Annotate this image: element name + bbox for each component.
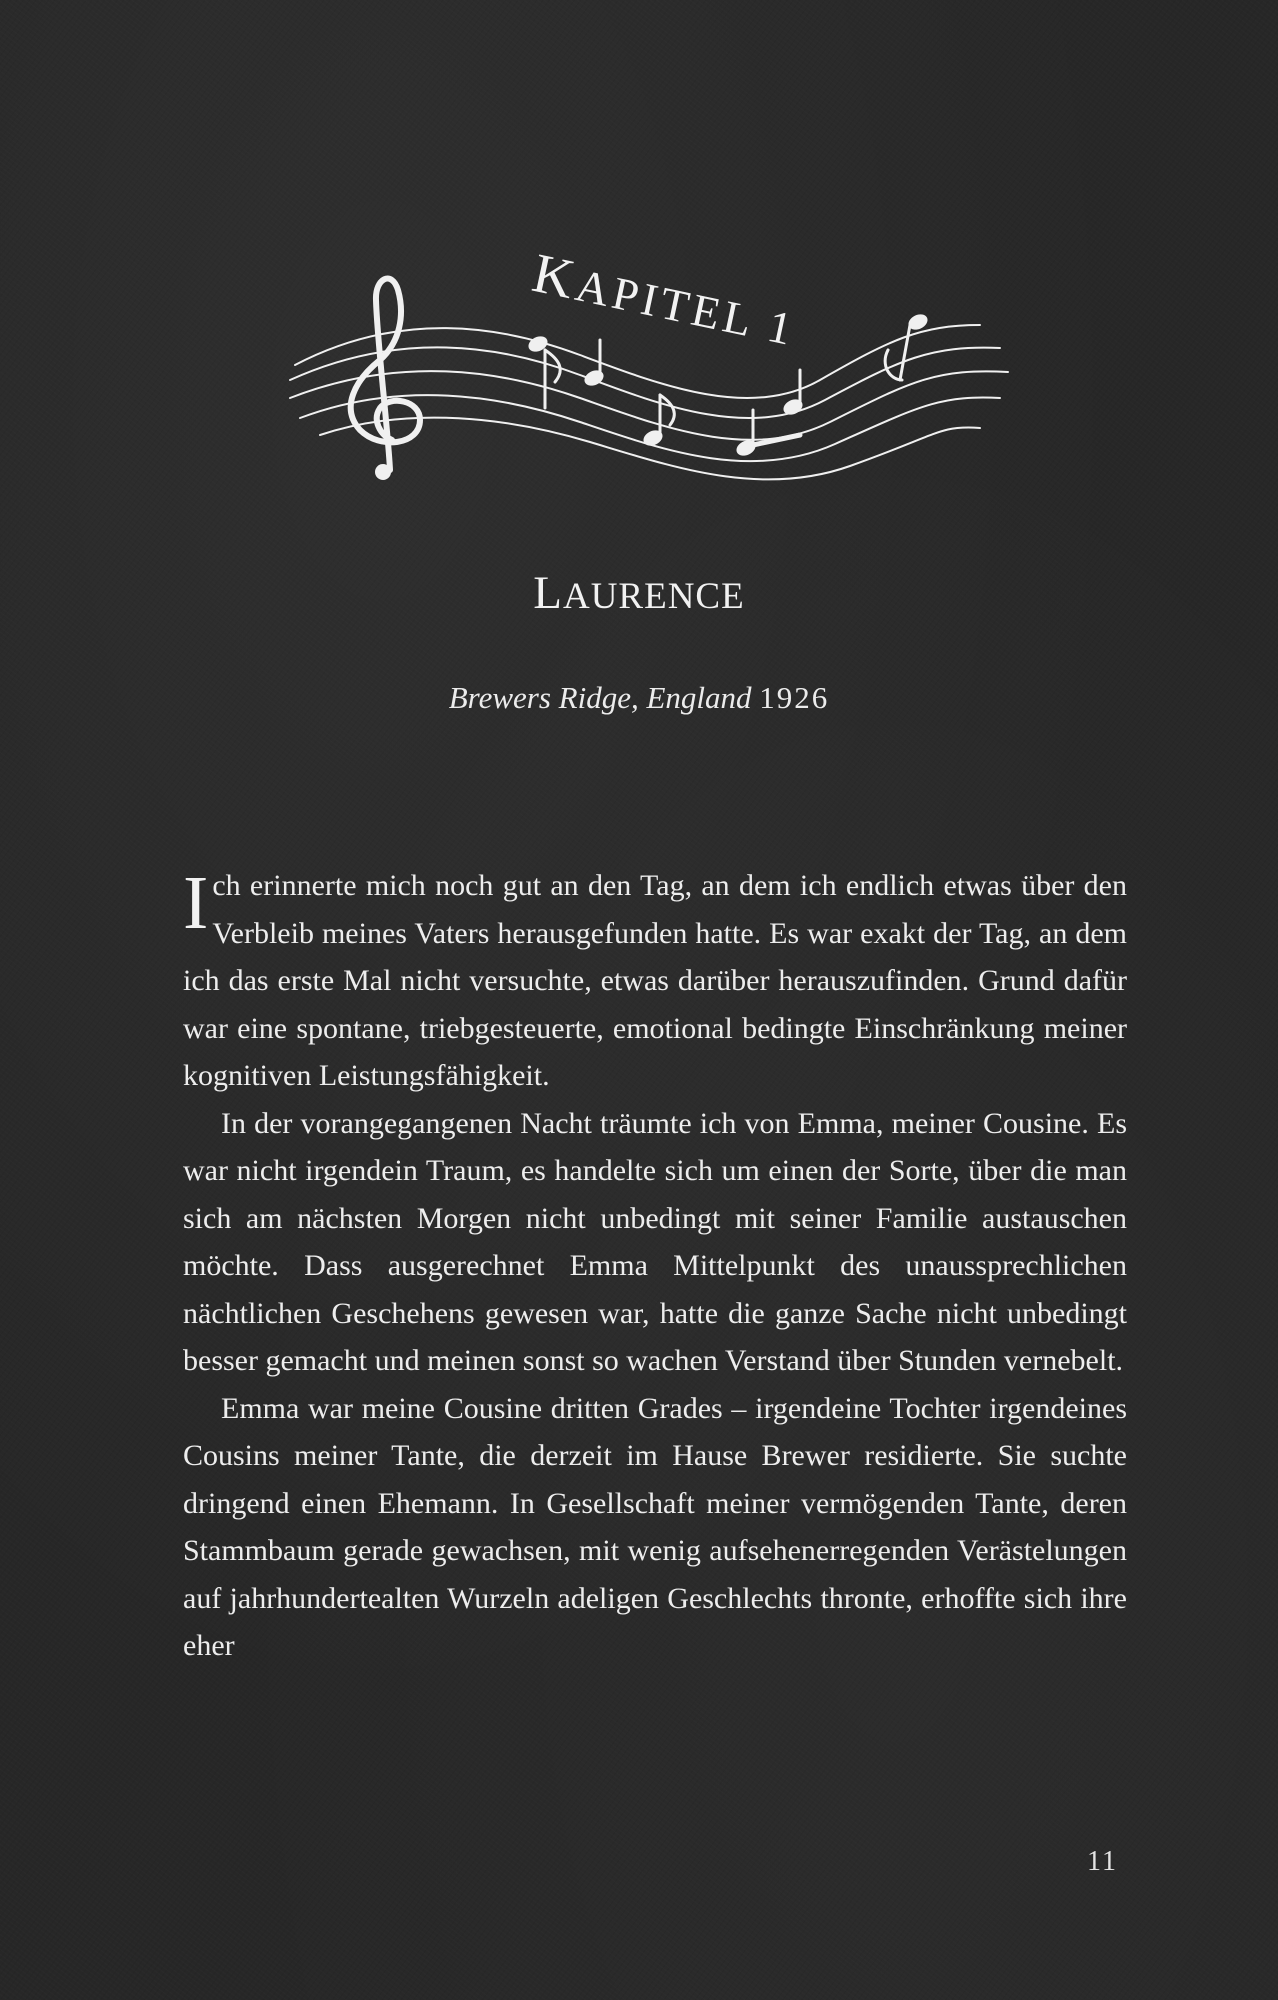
place-and-year <box>0 680 1278 716</box>
character-name-rest: AURENCE <box>562 576 745 617</box>
paragraph-1 <box>183 862 1127 1100</box>
paragraph-1-text: ch erinnerte mich noch gut an den Tag, an dem ich endlich etwas über den Verbleib meines Vaters herausgefunden hatte. Es war exakt der Tag, an dem ich das erste Mal nicht versuchte, etwas darüber herauszufinden. Grund dafür war eine spontane, triebgesteuerte, emotional bedingte Einschränkung meiner kognitiven Leistungsfähigkeit. <box>183 869 1127 1092</box>
character-name-first-letter: L <box>533 567 563 619</box>
drop-cap: I <box>183 861 209 945</box>
place-location: Brewers Ridge, England <box>448 680 752 715</box>
paragraph-3: Emma war meine Cousine dritten Grades – irgendeine Tochter irgendeines Cousins meiner Tante, die derzeit im Hause Brewer residierte. Sie suchte dringend einen Ehemann. In Gesellschaft meiner vermögenden Tante, deren Stammbaum gerade gewachsen, mit wenig aufsehenerregenden Verästelungen auf jahrhundertealten Wurzeln adeligen Geschlechts thronte, erhoffte sich ihre eher <box>183 1391 1127 1662</box>
page-number: 11 <box>1087 1846 1118 1877</box>
chapter-body <box>183 862 1127 1670</box>
character-name-heading <box>0 566 1278 620</box>
chapter-heading <box>280 230 1020 500</box>
chapter-heading-first-letter: K <box>527 242 584 312</box>
svg-text:KAPITEL 1 <box>527 242 802 358</box>
chapter-heading-rest: APITEL 1 <box>571 259 801 356</box>
paragraph-2: In der vorangegangenen Nacht träumte ich von Emma, meiner Cousine. Es war nicht irgendein Traum, es handelte sich um einen der Sorte, über die man sich am nächsten Morgen nicht unbedingt mit seiner Familie austauschen möchte. Dass ausgerechnet Emma Mittelpunkt des unaussprechlichen nächtlichen Geschehens gewesen war, hatte die ganze Sache nicht unbedingt besser gemacht und meinen sonst so wachen Verstand über Stunden vernebelt. <box>183 1106 1127 1377</box>
place-year: 1926 <box>759 680 830 715</box>
